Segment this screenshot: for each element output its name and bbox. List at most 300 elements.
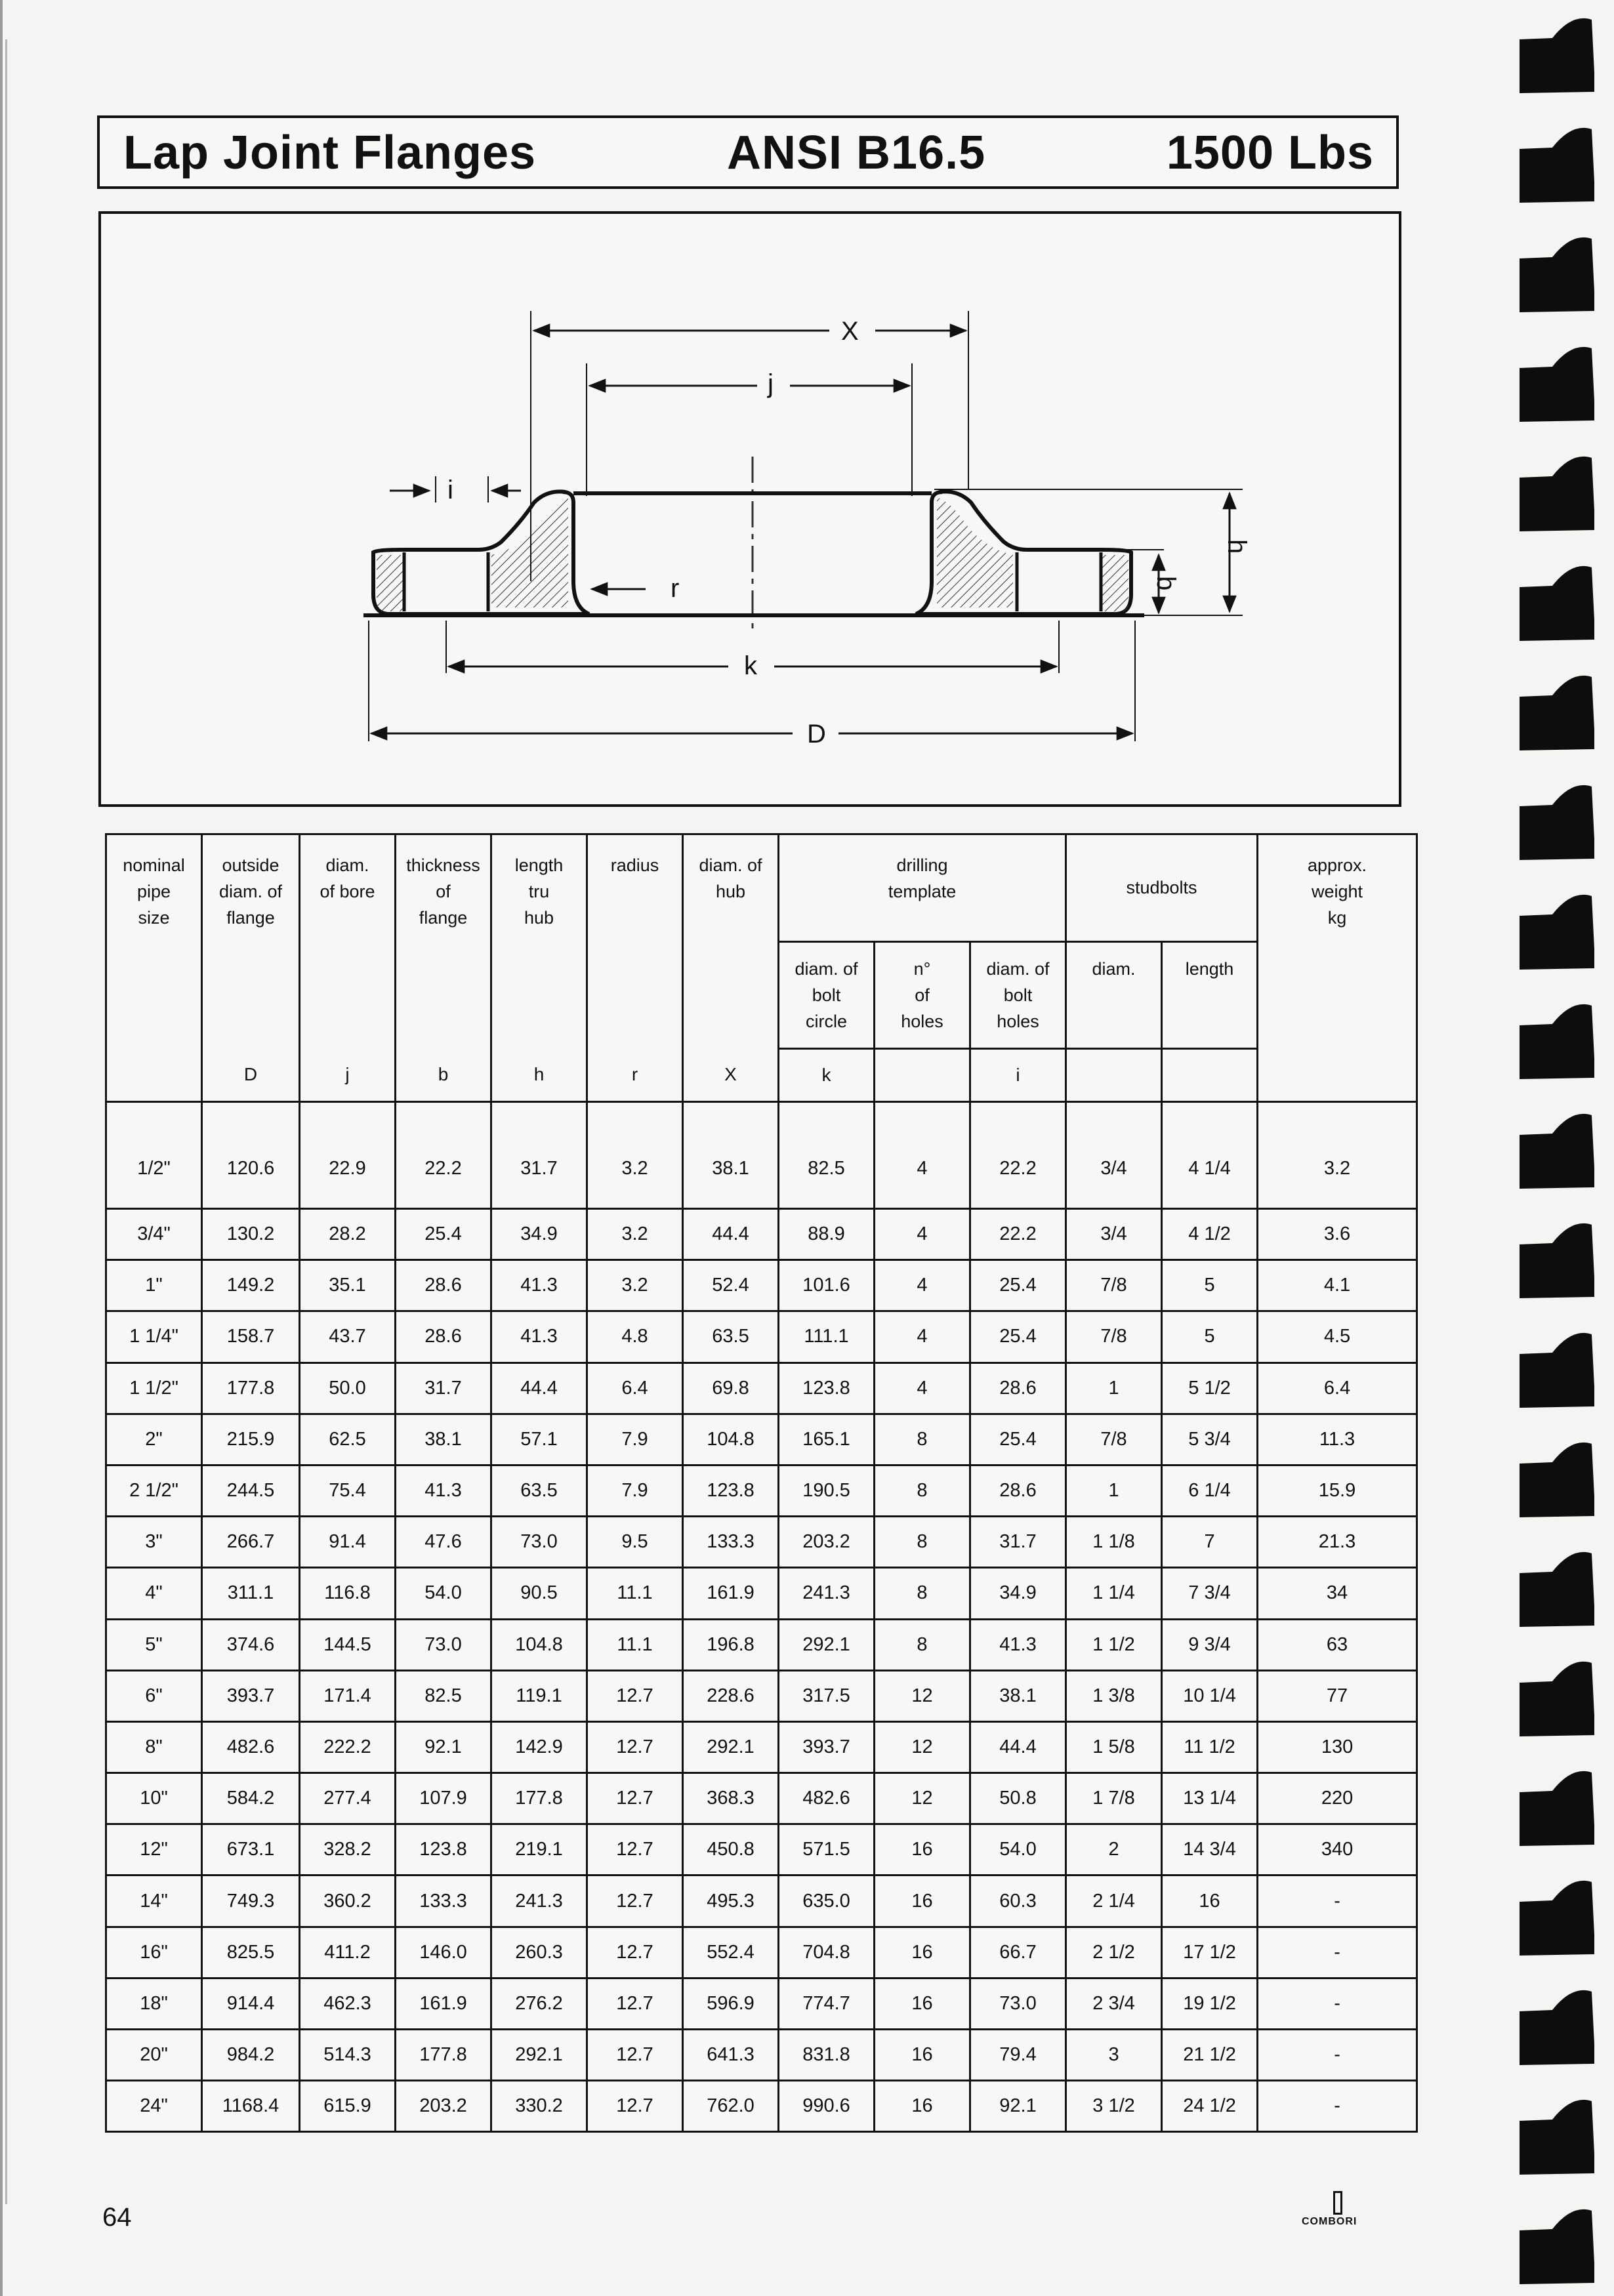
table-row — [106, 1311, 1417, 1363]
table-cell: 641.3 — [683, 2030, 779, 2081]
table-cell: 7 3/4 — [1162, 1568, 1258, 1619]
table-cell: 3" — [106, 1517, 202, 1568]
table-cell: 17 1/2 — [1162, 1927, 1258, 1978]
dimensions-table — [105, 833, 1418, 2133]
table-row — [106, 1260, 1417, 1311]
table-cell: 1 1/4 — [1066, 1568, 1162, 1619]
table-cell: 104.8 — [683, 1414, 779, 1465]
table-cell: 12 — [875, 1721, 970, 1773]
pressure-rating: 1500 Lbs — [1166, 127, 1374, 179]
table-cell: 276.2 — [491, 1978, 587, 2029]
table-cell: 31.7 — [396, 1363, 491, 1414]
symbol-row — [106, 1049, 1417, 1102]
table-cell: 11.1 — [587, 1568, 683, 1619]
table-cell: 21 1/2 — [1162, 2030, 1258, 2081]
table-cell: 825.5 — [202, 1927, 300, 1978]
table-cell: 292.1 — [683, 1721, 779, 1773]
table-cell: 1 5/8 — [1066, 1721, 1162, 1773]
table-cell: 9.5 — [587, 1517, 683, 1568]
logo-text: COMBORI — [1302, 2216, 1357, 2227]
table-cell: 3/4" — [106, 1209, 202, 1260]
table-cell: 11.3 — [1258, 1414, 1417, 1465]
table-cell: 7.9 — [587, 1414, 683, 1465]
table-cell: 57.1 — [491, 1414, 587, 1465]
table-cell: 635.0 — [779, 1876, 875, 1927]
table-row — [106, 1978, 1417, 2029]
table-cell: 119.1 — [491, 1670, 587, 1721]
table-cell: 69.8 — [683, 1363, 779, 1414]
table-cell: 44.4 — [683, 1209, 779, 1260]
table-cell: 25.4 — [970, 1414, 1066, 1465]
table-cell: 3/4 — [1066, 1102, 1162, 1209]
table-cell: 552.4 — [683, 1927, 779, 1978]
table-cell: 79.4 — [970, 2030, 1066, 2081]
table-row — [106, 1619, 1417, 1670]
index-tabs — [1506, 0, 1614, 2296]
binder-tab — [1520, 1990, 1594, 2065]
table-cell: 4 — [875, 1209, 970, 1260]
binder-tab — [1520, 18, 1594, 93]
table-cell: 52.4 — [683, 1260, 779, 1311]
table-cell: 16 — [875, 1876, 970, 1927]
binder-tab — [1520, 1333, 1594, 1408]
table-cell: 44.4 — [491, 1363, 587, 1414]
table-cell: 774.7 — [779, 1978, 875, 2029]
table-cell: 8 — [875, 1465, 970, 1516]
symbol-cell: r — [587, 1049, 683, 1102]
table-cell: 41.3 — [970, 1619, 1066, 1670]
table-cell: 1 1/4" — [106, 1311, 202, 1363]
table-cell: 203.2 — [779, 1517, 875, 1568]
table-cell: 50.0 — [300, 1363, 396, 1414]
table-cell: 990.6 — [779, 2081, 875, 2132]
table-cell: 24 1/2 — [1162, 2081, 1258, 2132]
table-cell: 116.8 — [300, 1568, 396, 1619]
col-header-number-of-holes: n° of holes — [875, 942, 970, 1049]
binder-tab — [1520, 128, 1594, 203]
symbol-cell — [1258, 1049, 1417, 1102]
table-cell: 12" — [106, 1824, 202, 1876]
table-cell: 90.5 — [491, 1568, 587, 1619]
logo-mark-icon — [1333, 2191, 1342, 2215]
flange-cross-section — [101, 214, 1399, 804]
table-cell: 450.8 — [683, 1824, 779, 1876]
table-cell: 7/8 — [1066, 1311, 1162, 1363]
table-cell: 28.6 — [396, 1311, 491, 1363]
col-header-bolt-holes: diam. of bolt holes — [970, 942, 1066, 1049]
col-header-bolt-circle: diam. of bolt circle — [779, 942, 875, 1049]
table-cell: 171.4 — [300, 1670, 396, 1721]
symbol-cell — [106, 1049, 202, 1102]
table-cell: 8 — [875, 1414, 970, 1465]
table-cell: 12 — [875, 1773, 970, 1824]
table-cell: 92.1 — [970, 2081, 1066, 2132]
binder-tab — [1520, 1223, 1594, 1298]
binder-tab — [1520, 1771, 1594, 1846]
table-cell: 1 — [1066, 1363, 1162, 1414]
table-cell: 762.0 — [683, 2081, 779, 2132]
table-cell: 34 — [1258, 1568, 1417, 1619]
table-cell: 222.2 — [300, 1721, 396, 1773]
table-cell: 2 1/2" — [106, 1465, 202, 1516]
table-cell: 9 3/4 — [1162, 1619, 1258, 1670]
col-header-drilling-template: drilling template — [779, 834, 1066, 942]
table-cell: 22.2 — [970, 1209, 1066, 1260]
table-cell: 91.4 — [300, 1517, 396, 1568]
table-cell: 4.8 — [587, 1311, 683, 1363]
binder-tab — [1520, 785, 1594, 860]
col-header-studbolts: studbolts — [1066, 834, 1258, 942]
table-cell: 4 1/4 — [1162, 1102, 1258, 1209]
table-cell: 12.7 — [587, 1978, 683, 2029]
table-cell: 317.5 — [779, 1670, 875, 1721]
binder-tab — [1520, 457, 1594, 531]
table-cell: 60.3 — [970, 1876, 1066, 1927]
table-cell: 482.6 — [779, 1773, 875, 1824]
table-cell: 292.1 — [491, 2030, 587, 2081]
table-body — [106, 1102, 1417, 2132]
table-row — [106, 1876, 1417, 1927]
table-cell: 19 1/2 — [1162, 1978, 1258, 2029]
table-cell: 1 7/8 — [1066, 1773, 1162, 1824]
label-x: X — [841, 317, 859, 346]
table-row — [106, 1773, 1417, 1824]
table-cell: 482.6 — [202, 1721, 300, 1773]
binder-tab — [1520, 1552, 1594, 1627]
table-cell: 12 — [875, 1670, 970, 1721]
table-cell: 4.1 — [1258, 1260, 1417, 1311]
table-cell: 3.2 — [587, 1260, 683, 1311]
table-cell: 374.6 — [202, 1619, 300, 1670]
table-row — [106, 2030, 1417, 2081]
table-cell: 8 — [875, 1568, 970, 1619]
table-cell: 12.7 — [587, 2030, 683, 2081]
table-cell: 34.9 — [491, 1209, 587, 1260]
table-cell: 4 — [875, 1102, 970, 1209]
label-d: D — [807, 720, 826, 748]
table-cell: 18" — [106, 1978, 202, 2029]
table-cell: 3.6 — [1258, 1209, 1417, 1260]
table-cell: 4 1/2 — [1162, 1209, 1258, 1260]
table-cell: 6" — [106, 1670, 202, 1721]
table-cell: 615.9 — [300, 2081, 396, 2132]
table-cell: 7 — [1162, 1517, 1258, 1568]
table-cell: 28.6 — [396, 1260, 491, 1311]
table-cell: 12.7 — [587, 1670, 683, 1721]
table-cell: 749.3 — [202, 1876, 300, 1927]
table-cell: 120.6 — [202, 1102, 300, 1209]
binder-tab — [1520, 237, 1594, 312]
table-cell: 47.6 — [396, 1517, 491, 1568]
table-cell: 5 3/4 — [1162, 1414, 1258, 1465]
table-cell: 158.7 — [202, 1311, 300, 1363]
table-cell: 144.5 — [300, 1619, 396, 1670]
symbol-cell: j — [300, 1049, 396, 1102]
table-cell: 22.2 — [970, 1102, 1066, 1209]
table-row — [106, 1721, 1417, 1773]
table-cell: 7.9 — [587, 1465, 683, 1516]
table-cell: 123.8 — [396, 1824, 491, 1876]
table-cell: 16 — [1162, 1876, 1258, 1927]
table-cell: 12.7 — [587, 1824, 683, 1876]
table-cell: 16 — [875, 1927, 970, 1978]
table-cell: 2 — [1066, 1824, 1162, 1876]
col-header-stud-diameter: diam. — [1066, 942, 1162, 1049]
col-header-thickness: thickness of flange — [396, 834, 491, 942]
table-cell: 104.8 — [491, 1619, 587, 1670]
page-title: Lap Joint Flanges — [123, 127, 537, 179]
symbol-cell: h — [491, 1049, 587, 1102]
table-cell: 3/4 — [1066, 1209, 1162, 1260]
table-cell: 1 1/8 — [1066, 1517, 1162, 1568]
table-cell: 4.5 — [1258, 1311, 1417, 1363]
table-cell: 63 — [1258, 1619, 1417, 1670]
table-cell: 63.5 — [491, 1465, 587, 1516]
title-banner — [97, 115, 1399, 189]
table-cell: 12.7 — [587, 2081, 683, 2132]
table-cell: - — [1258, 2030, 1417, 2081]
table-cell: 596.9 — [683, 1978, 779, 2029]
binder-tab — [1520, 2209, 1594, 2284]
table-cell: 14 3/4 — [1162, 1824, 1258, 1876]
table-cell: 6.4 — [587, 1363, 683, 1414]
table-cell: 340 — [1258, 1824, 1417, 1876]
table-cell: 984.2 — [202, 2030, 300, 2081]
table-cell: 190.5 — [779, 1465, 875, 1516]
table-cell: 82.5 — [779, 1102, 875, 1209]
table-cell: 133.3 — [683, 1517, 779, 1568]
table-cell: 62.5 — [300, 1414, 396, 1465]
table-cell: 133.3 — [396, 1876, 491, 1927]
table-cell: 161.9 — [683, 1568, 779, 1619]
table-cell: 10 1/4 — [1162, 1670, 1258, 1721]
table-cell: 25.4 — [970, 1311, 1066, 1363]
table-row — [106, 1102, 1417, 1209]
table-cell: 215.9 — [202, 1414, 300, 1465]
table-cell: 260.3 — [491, 1927, 587, 1978]
table-cell: 8 — [875, 1619, 970, 1670]
table-cell: 277.4 — [300, 1773, 396, 1824]
binding-edge — [0, 0, 10, 2296]
table-row — [106, 1927, 1417, 1978]
table-cell: 1" — [106, 1260, 202, 1311]
table-cell: 73.0 — [396, 1619, 491, 1670]
binder-tab — [1520, 566, 1594, 641]
table-cell: 16 — [875, 1978, 970, 2029]
col-header-outside-diameter: outside diam. of flange — [202, 834, 300, 942]
table-cell: 5 — [1162, 1311, 1258, 1363]
table-cell: - — [1258, 1927, 1417, 1978]
table-cell: - — [1258, 2081, 1417, 2132]
table-row — [106, 1824, 1417, 1876]
table-cell: 12.7 — [587, 1876, 683, 1927]
table-cell: 28.2 — [300, 1209, 396, 1260]
table-cell: 82.5 — [396, 1670, 491, 1721]
binder-tab — [1520, 347, 1594, 422]
table-cell: 16 — [875, 2081, 970, 2132]
table-cell: 914.4 — [202, 1978, 300, 2029]
table-cell: 7/8 — [1066, 1260, 1162, 1311]
table-cell: 31.7 — [970, 1517, 1066, 1568]
table-cell: 203.2 — [396, 2081, 491, 2132]
binder-tab — [1520, 1662, 1594, 1736]
table-cell: 16" — [106, 1927, 202, 1978]
table-cell: 146.0 — [396, 1927, 491, 1978]
symbol-cell — [1066, 1049, 1162, 1102]
table-cell: 4 — [875, 1363, 970, 1414]
table-cell: 393.7 — [779, 1721, 875, 1773]
table-cell: 177.8 — [491, 1773, 587, 1824]
table-cell: 411.2 — [300, 1927, 396, 1978]
table-cell: 73.0 — [970, 1978, 1066, 2029]
table-cell: 330.2 — [491, 2081, 587, 2132]
label-b: b — [1151, 576, 1180, 591]
table-row — [106, 2081, 1417, 2132]
table-cell: 1 3/8 — [1066, 1670, 1162, 1721]
table-cell: 38.1 — [396, 1414, 491, 1465]
table-cell: 142.9 — [491, 1721, 587, 1773]
table-cell: - — [1258, 1876, 1417, 1927]
table-row — [106, 1465, 1417, 1516]
table-cell: 241.3 — [491, 1876, 587, 1927]
table-cell: 161.9 — [396, 1978, 491, 2029]
table-cell: 21.3 — [1258, 1517, 1417, 1568]
symbol-cell: i — [970, 1049, 1066, 1102]
table-cell: 54.0 — [970, 1824, 1066, 1876]
table-cell: 54.0 — [396, 1568, 491, 1619]
table-cell: 73.0 — [491, 1517, 587, 1568]
table-cell: 28.6 — [970, 1363, 1066, 1414]
table-cell: 5 1/2 — [1162, 1363, 1258, 1414]
binder-tab — [1520, 2100, 1594, 2175]
binder-tab — [1520, 1443, 1594, 1517]
table-cell: 3 1/2 — [1066, 2081, 1162, 2132]
table-cell: 177.8 — [396, 2030, 491, 2081]
table-cell: 3.2 — [587, 1102, 683, 1209]
table-cell: 66.7 — [970, 1927, 1066, 1978]
col-header-bore: diam. of bore — [300, 834, 396, 942]
table-cell: 8" — [106, 1721, 202, 1773]
table-cell: 10" — [106, 1773, 202, 1824]
col-header-radius: radius — [587, 834, 683, 942]
table-cell: 22.2 — [396, 1102, 491, 1209]
label-i: i — [447, 476, 453, 504]
table-cell: 22.9 — [300, 1102, 396, 1209]
label-r: r — [671, 574, 680, 603]
table-cell: 63.5 — [683, 1311, 779, 1363]
table-row — [106, 1670, 1417, 1721]
table-cell: 196.8 — [683, 1619, 779, 1670]
table-cell: 88.9 — [779, 1209, 875, 1260]
table-cell: 4" — [106, 1568, 202, 1619]
table-cell: 16 — [875, 2030, 970, 2081]
table-cell: 24" — [106, 2081, 202, 2132]
table-cell: 4 — [875, 1311, 970, 1363]
table-cell: 5 — [1162, 1260, 1258, 1311]
table-cell: 5" — [106, 1619, 202, 1670]
table-cell: 92.1 — [396, 1721, 491, 1773]
table-cell: 149.2 — [202, 1260, 300, 1311]
table-cell: 2 1/2 — [1066, 1927, 1162, 1978]
table-cell: 12.7 — [587, 1927, 683, 1978]
dimensions-table-container — [105, 833, 1409, 2162]
table-cell: 12.7 — [587, 1773, 683, 1824]
table-cell: 25.4 — [396, 1209, 491, 1260]
binder-tab — [1520, 1881, 1594, 1956]
table-cell: 368.3 — [683, 1773, 779, 1824]
table-cell: 75.4 — [300, 1465, 396, 1516]
table-row — [106, 1363, 1417, 1414]
standard-label: ANSI B16.5 — [727, 127, 986, 179]
table-cell: 1/2" — [106, 1102, 202, 1209]
page-number: 64 — [102, 2203, 132, 2232]
table-cell: 831.8 — [779, 2030, 875, 2081]
table-cell: 11.1 — [587, 1619, 683, 1670]
table-cell: 177.8 — [202, 1363, 300, 1414]
table-row — [106, 1209, 1417, 1260]
table-cell: - — [1258, 1978, 1417, 2029]
symbol-cell — [1162, 1049, 1258, 1102]
col-header-length: length tru hub — [491, 834, 587, 942]
table-cell: 328.2 — [300, 1824, 396, 1876]
table-cell: 31.7 — [491, 1102, 587, 1209]
table-cell: 3 — [1066, 2030, 1162, 2081]
binder-tab — [1520, 1114, 1594, 1189]
table-cell: 495.3 — [683, 1876, 779, 1927]
table-cell: 50.8 — [970, 1773, 1066, 1824]
symbol-cell: k — [779, 1049, 875, 1102]
table-cell: 6 1/4 — [1162, 1465, 1258, 1516]
table-cell: 41.3 — [491, 1260, 587, 1311]
table-cell: 462.3 — [300, 1978, 396, 2029]
col-header-weight: approx. weight kg — [1258, 834, 1417, 942]
table-cell: 360.2 — [300, 1876, 396, 1927]
table-cell: 107.9 — [396, 1773, 491, 1824]
table-cell: 28.6 — [970, 1465, 1066, 1516]
symbol-cell: X — [683, 1049, 779, 1102]
table-cell: 220 — [1258, 1773, 1417, 1824]
table-cell: 35.1 — [300, 1260, 396, 1311]
table-cell: 393.7 — [202, 1670, 300, 1721]
table-cell: 584.2 — [202, 1773, 300, 1824]
table-cell: 123.8 — [683, 1465, 779, 1516]
table-cell: 41.3 — [491, 1311, 587, 1363]
table-cell: 704.8 — [779, 1927, 875, 1978]
label-k: k — [744, 651, 757, 680]
table-cell: 266.7 — [202, 1517, 300, 1568]
table-cell: 20" — [106, 2030, 202, 2081]
table-cell: 8 — [875, 1517, 970, 1568]
table-cell: 14" — [106, 1876, 202, 1927]
label-h: h — [1222, 539, 1251, 554]
table-cell: 1 1/2" — [106, 1363, 202, 1414]
table-cell: 244.5 — [202, 1465, 300, 1516]
table-cell: 3.2 — [1258, 1102, 1417, 1209]
label-j: j — [768, 369, 774, 398]
table-cell: 13 1/4 — [1162, 1773, 1258, 1824]
table-cell: 12.7 — [587, 1721, 683, 1773]
binder-tab — [1520, 895, 1594, 970]
table-cell: 1 — [1066, 1465, 1162, 1516]
table-cell: 292.1 — [779, 1619, 875, 1670]
table-cell: 38.1 — [683, 1102, 779, 1209]
table-cell: 1 1/2 — [1066, 1619, 1162, 1670]
table-row — [106, 1568, 1417, 1619]
table-cell: 241.3 — [779, 1568, 875, 1619]
table-cell: 34.9 — [970, 1568, 1066, 1619]
table-cell: 219.1 — [491, 1824, 587, 1876]
table-cell: 44.4 — [970, 1721, 1066, 1773]
